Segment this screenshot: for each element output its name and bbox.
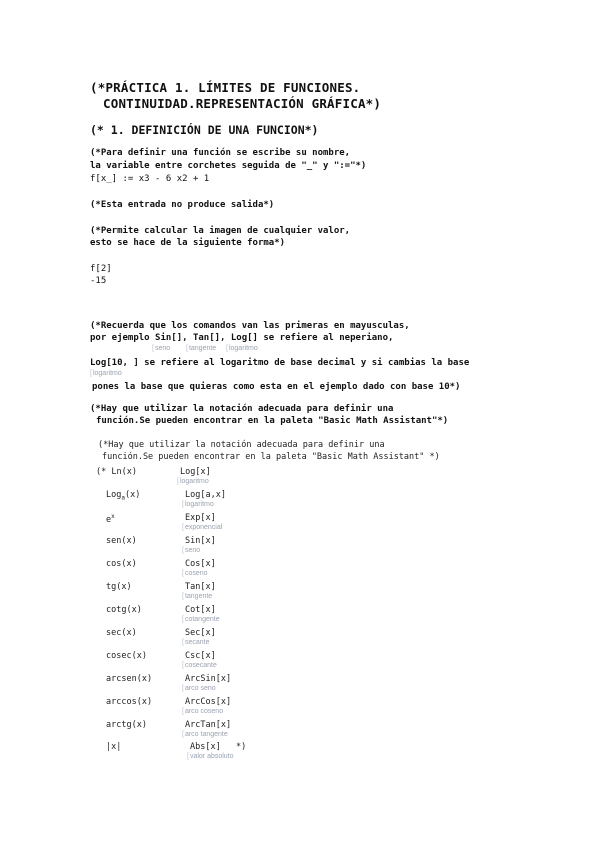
table-math-notation: sec(x) xyxy=(106,628,137,638)
table-command: Abs[x] *) xyxy=(190,742,247,752)
comment-image-line1: (*Permite calcular la imagen de cualquier valor, xyxy=(90,226,351,236)
comment-commands-line2: por ejemplo Sin[], Tan[], Log[] se refiere al neperiano, xyxy=(90,333,394,343)
table-math-notation: cosec(x) xyxy=(106,651,147,661)
table-command-hint: [ logaritmo xyxy=(177,478,209,485)
table-command: Log[x] xyxy=(180,467,211,477)
comment-define-line1: (*Para definir una función se escribe su nombre, xyxy=(90,148,351,158)
comment-define-line2: la variable entre corchetes seguida de "_" y ":="*) xyxy=(90,161,367,171)
input-f-of-2[interactable]: f[2] xyxy=(90,264,112,274)
table-command-hint: [ secante xyxy=(182,639,209,646)
table-command-hint: [ valor absoluto xyxy=(187,753,234,760)
table-command-hint: [ tangente xyxy=(182,593,212,600)
input-function-definition[interactable]: f[x_] := x3 - 6 x2 + 1 xyxy=(90,174,210,184)
table-command: ArcCos[x] xyxy=(185,697,232,707)
table-math-notation: cotg(x) xyxy=(106,605,142,615)
table-command-hint: [ arco tangente xyxy=(182,731,228,738)
table-command-hint: [ logaritmo xyxy=(182,501,214,508)
table-math-notation: (* Ln(x) xyxy=(96,467,137,477)
table-command-hint: [ coseno xyxy=(182,570,208,577)
section-heading: (* 1. DEFINICIÓN DE UNA FUNCION*) xyxy=(90,123,319,137)
table-command: ArcSin[x] xyxy=(185,674,232,684)
table-command-hint: [ seno xyxy=(182,547,200,554)
table-command-hint: [ exponencial xyxy=(182,524,222,531)
hint-tangente: [ tangente xyxy=(186,345,216,352)
table-math-notation: cos(x) xyxy=(106,559,137,569)
table-command: Exp[x] xyxy=(185,513,216,523)
table-command-hint: [ arco coseno xyxy=(182,708,223,715)
table-command-hint: [ cosecante xyxy=(182,662,217,669)
output-f-of-2: -15 xyxy=(90,276,107,286)
hint-log-logaritmo: [ logaritmo xyxy=(90,370,122,377)
table-header-line2: función.Se pueden encontrar en la paleta "Basic Math Assistant" *) xyxy=(102,452,440,462)
log-line-2: pones la base que quieras como esta en el ejemplo dado con base 10*) xyxy=(92,382,461,392)
table-math-notation: sen(x) xyxy=(106,536,137,546)
comment-commands-line1: (*Recuerda que los comandos van las primeras en mayusculas, xyxy=(90,321,410,331)
table-math-notation: arctg(x) xyxy=(106,720,147,730)
table-command-hint: [ arco seno xyxy=(182,685,216,692)
page-title-line1: (*PRÁCTICA 1. LÍMITES DE FUNCIONES. xyxy=(90,80,361,95)
hint-logaritmo: [ logaritmo xyxy=(226,345,258,352)
comment-notation-line1: (*Hay que utilizar la notación adecuada para definir una xyxy=(90,404,394,414)
table-command: Csc[x] xyxy=(185,651,216,661)
table-math-notation: arccos(x) xyxy=(106,697,153,707)
comment-notation-line2: función.Se pueden encontrar en la paleta "Basic Math Assistant"*) xyxy=(96,416,449,426)
table-math-notation: Log$_a$(x) xyxy=(106,490,141,502)
table-command: Sec[x] xyxy=(185,628,216,638)
hint-seno: [ seno xyxy=(152,345,170,352)
table-command: ArcTan[x] xyxy=(185,720,232,730)
table-command: Sin[x] xyxy=(185,536,216,546)
table-math-notation: tg(x) xyxy=(106,582,132,592)
table-math-notation: |x| xyxy=(106,742,122,752)
table-command-hint: [ cotangente xyxy=(182,616,220,623)
page-title-line2: CONTINUIDAD.REPRESENTACIÓN GRÁFICA*) xyxy=(103,96,382,111)
log-line-1: Log[10, ] se refiere al logaritmo de base decimal y si cambias la base xyxy=(90,358,470,368)
table-command: Cot[x] xyxy=(185,605,216,615)
table-header-line1: (*Hay que utilizar la notación adecuada para definir una xyxy=(98,440,385,450)
comment-image-line2: esto se hace de la siguiente forma*) xyxy=(90,238,286,248)
comment-no-output: (*Esta entrada no produce salida*) xyxy=(90,200,275,210)
table-command: Tan[x] xyxy=(185,582,216,592)
table-command: Cos[x] xyxy=(185,559,216,569)
table-math-notation: $e^x$ xyxy=(106,513,115,525)
table-math-notation: arcsen(x) xyxy=(106,674,153,684)
table-command: Log[a,x] xyxy=(185,490,226,500)
